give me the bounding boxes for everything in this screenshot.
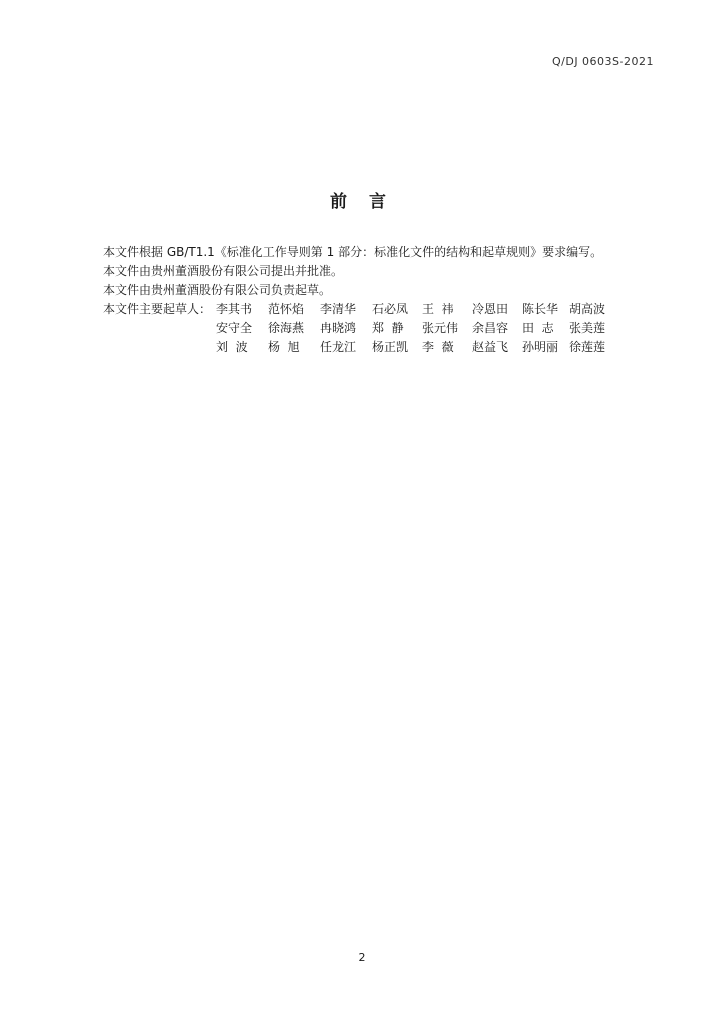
paragraph-proposer: 本文件由贵州董酒股份有限公司提出并批准。	[103, 264, 344, 278]
drafter-name: 杨 旭	[268, 340, 300, 354]
drafters-name-grid	[216, 300, 621, 357]
drafter-name: 冷恩田	[472, 302, 509, 316]
drafter-name: 杨正凯	[372, 340, 409, 354]
drafter-name: 范怀焰	[268, 302, 305, 316]
drafter-name: 陈长华	[522, 302, 559, 316]
drafter-name: 余昌容	[472, 321, 509, 335]
drafter-name: 王 祎	[422, 302, 454, 316]
drafter-name: 李清华	[320, 302, 357, 316]
drafter-name: 李 薇	[422, 340, 454, 354]
drafter-name: 孙明丽	[522, 340, 559, 354]
drafter-name: 冉晓鸿	[320, 321, 357, 335]
page-title: 前 言	[330, 192, 394, 212]
drafter-name: 张美莲	[569, 321, 606, 335]
drafter-name: 赵益飞	[472, 340, 509, 354]
drafter-name: 石必凤	[372, 302, 409, 316]
drafter-name: 徐莲莲	[569, 340, 606, 354]
drafter-name: 安守全	[216, 321, 253, 335]
drafter-name: 徐海燕	[268, 321, 305, 335]
drafter-name: 张元伟	[422, 321, 459, 335]
drafter-name: 任龙江	[320, 340, 357, 354]
foreword-body	[103, 243, 602, 300]
drafter-name: 郑 静	[372, 321, 404, 335]
drafters-label: 本文件主要起草人：	[103, 302, 212, 316]
paragraph-basis: 本文件根据 GB/T1.1《标准化工作导则第 1 部分：标准化文件的结构和起草规则》要求编写。	[103, 245, 603, 259]
drafter-name: 刘 波	[216, 340, 248, 354]
drafter-name: 李其书	[216, 302, 253, 316]
document-code: Q/DJ 0603S-2021	[551, 55, 654, 68]
page-number: 2	[358, 951, 366, 964]
drafter-name: 田 志	[522, 321, 554, 335]
paragraph-drafting-unit: 本文件由贵州董酒股份有限公司负责起草。	[103, 283, 332, 297]
drafter-name: 胡高波	[569, 302, 606, 316]
